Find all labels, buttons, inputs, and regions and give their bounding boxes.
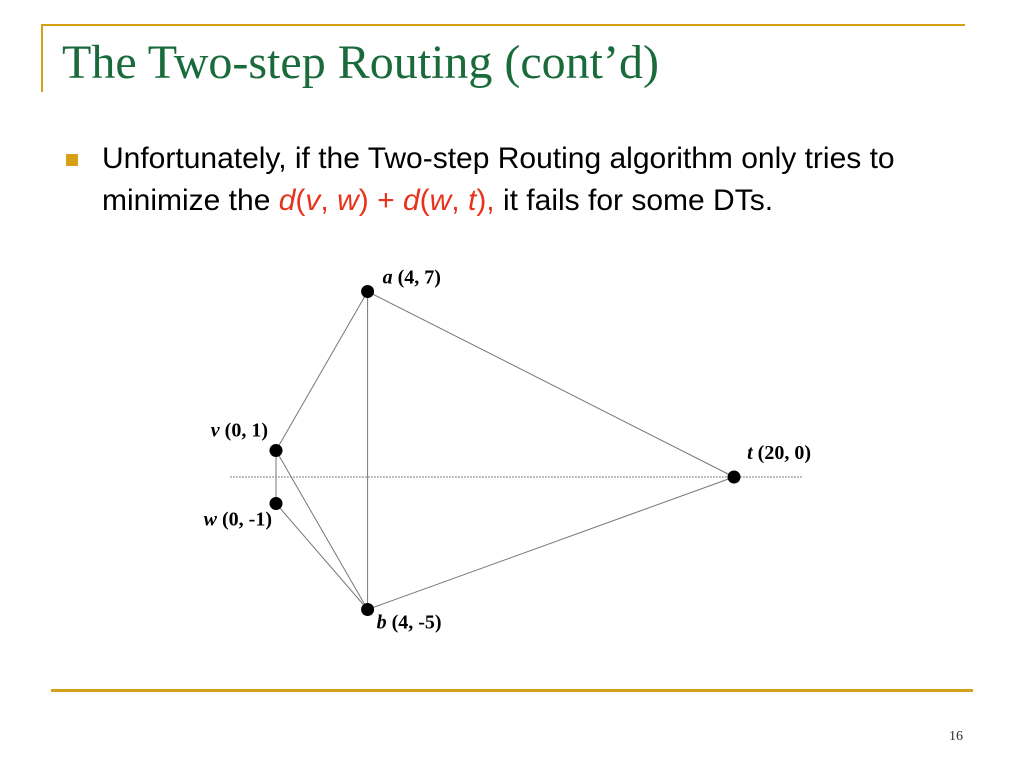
footer-rule	[51, 689, 973, 692]
slide-number: 16	[949, 729, 963, 744]
edge-b-t	[368, 477, 734, 610]
formula-v: v	[305, 184, 321, 217]
node-t	[728, 471, 741, 484]
node-coords-v: (0, 1)	[224, 419, 268, 442]
node-name-a: a	[382, 266, 393, 289]
node-coords-a: (4, 7)	[397, 266, 441, 289]
slide-title: The Two-step Routing (cont’d)	[62, 36, 659, 89]
node-label-a	[383, 267, 441, 289]
formula-t: t	[467, 184, 477, 217]
formula-comma2: ,	[451, 184, 468, 217]
formula-comma1: ,	[320, 184, 338, 217]
bullet-text-after: it fails for some DTs.	[494, 184, 774, 217]
node-a	[361, 285, 374, 298]
node-name-w: w	[203, 508, 218, 531]
node-label-v	[211, 420, 268, 442]
edge-a-t	[368, 292, 734, 478]
formula-open2: (	[419, 184, 430, 217]
edge-a-v	[276, 292, 368, 451]
formula-close1: ) +	[358, 184, 403, 217]
edge-v-b	[276, 451, 368, 610]
formula-w2: w	[429, 184, 452, 217]
node-label-t	[747, 442, 811, 464]
formula-close2: ),	[476, 184, 495, 217]
node-v	[270, 444, 283, 457]
node-name-t: t	[747, 442, 753, 464]
node-b	[361, 603, 374, 616]
formula-w1: w	[337, 184, 359, 217]
formula-open1: (	[295, 184, 306, 217]
node-label-b	[377, 612, 442, 634]
edge-w-b	[276, 504, 368, 610]
node-name-b: b	[376, 611, 387, 634]
node-coords-w: (0, -1)	[222, 508, 272, 531]
node-coords-t: (20, 0)	[757, 442, 811, 464]
bullet-text-before: Unfortunately, if the Two-step Routing algorithm only tries to minimize the	[102, 142, 895, 217]
node-coords-b: (4, -5)	[391, 611, 442, 634]
node-name-v: v	[210, 419, 220, 442]
formula-d2: d	[402, 184, 420, 217]
node-label-w	[204, 509, 272, 531]
formula-d1: d	[278, 184, 296, 217]
